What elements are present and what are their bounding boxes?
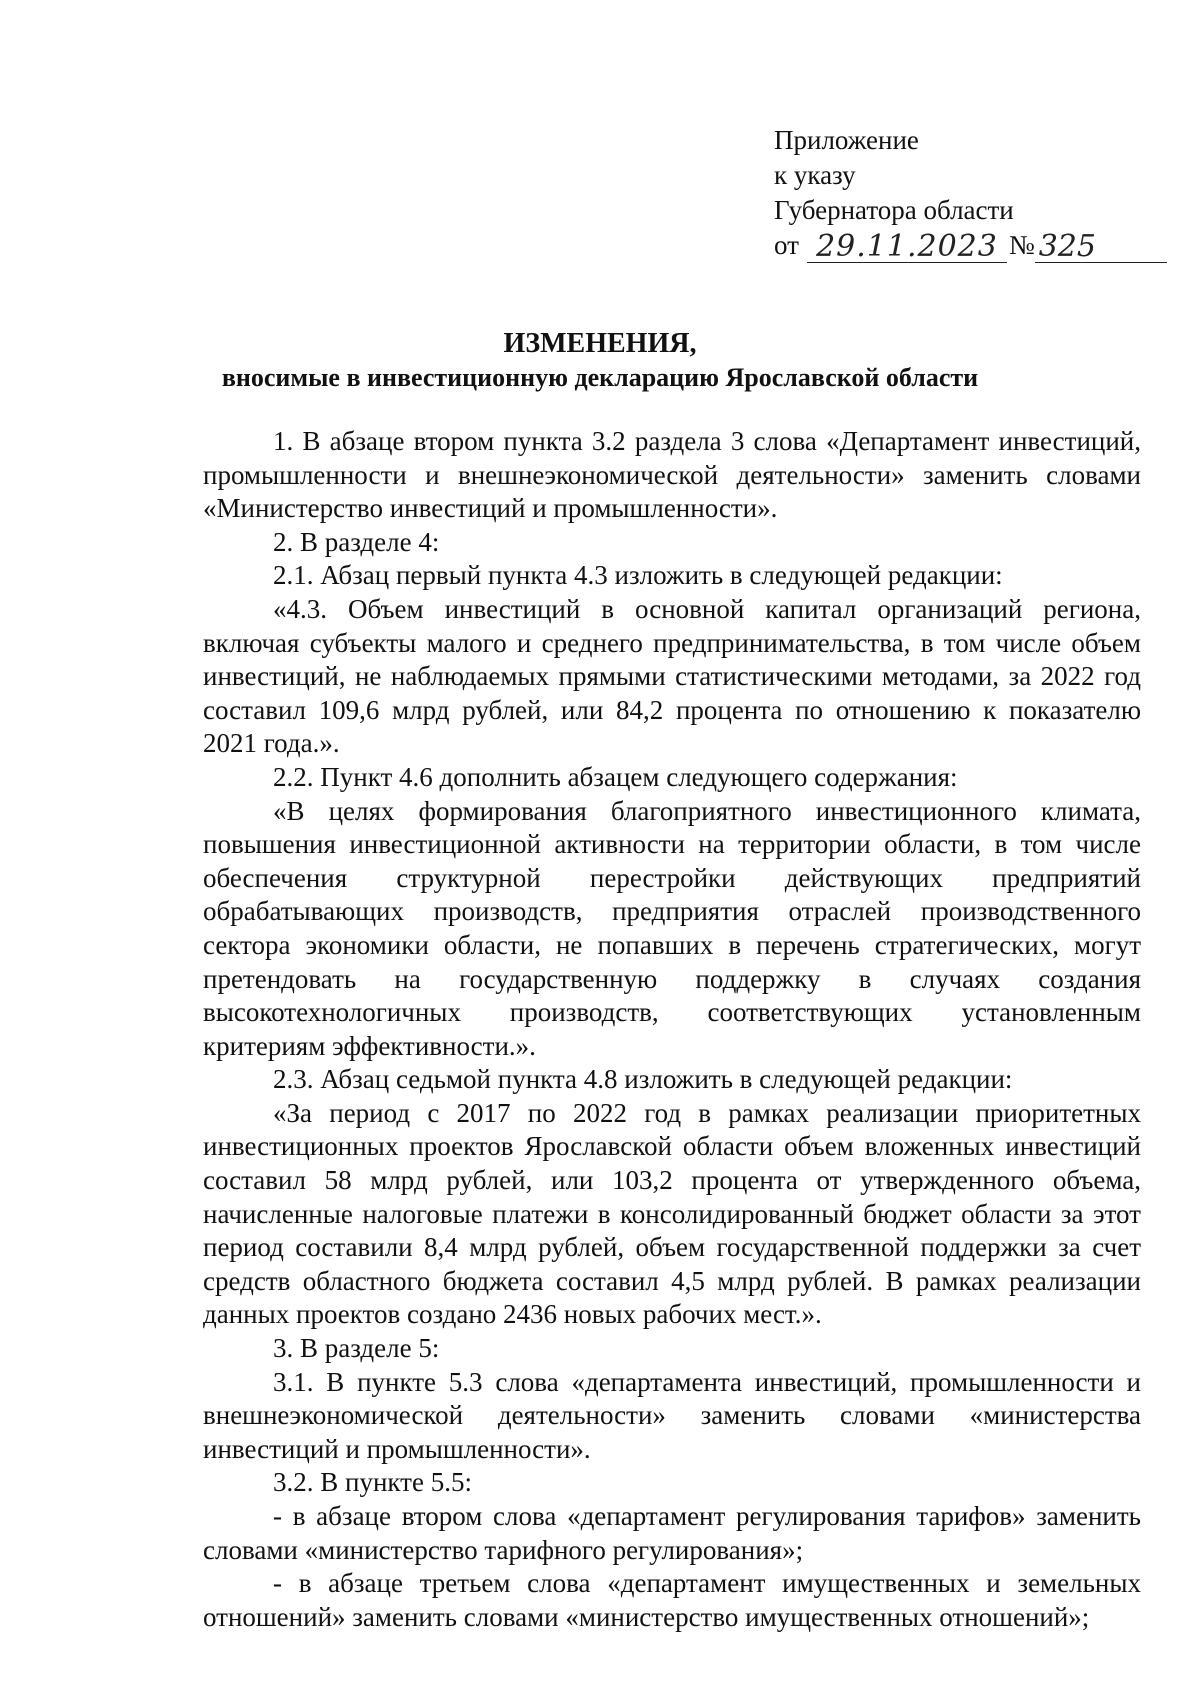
paragraph-2-2-text: «В целях формирования благоприятного инвестиционного климата, повышения инвестиционной активности на территории области, в том числе обеспечения структурной перестройки действующих предприятий обрабатывающих производств, предприятия отраслей производственного сектора экономики области, не попавших в перечень стратегических, могут претендовать на государственную поддержку в случаях создания высокотехнологичных производств, соответствующих установленным критериям эффективности.». bbox=[203, 795, 1141, 1061]
paragraph-1: 1. В абзаце втором пункта 3.2 раздела 3 слова «Департамент инвестиций, промышленности и внешнеэкономической деятельности» заменить словами «Министерство инвестиций и промышленности». bbox=[203, 426, 1141, 524]
handwritten-date: 29.11.2023 bbox=[807, 232, 1007, 263]
paragraph-2-1-text: «4.3. Объем инвестиций в основной капитал организаций региона, включая субъекты малого и среднего предпринимательства, в том числе объем инвестиций, не наблюдаемых прямыми статистическими методами, за 2022 год составил 109,6 млрд рублей, или 84,2 процента по отношению к показателю 2021 года.». bbox=[203, 593, 1141, 759]
date-prefix: от bbox=[774, 230, 799, 260]
paragraph-3-2: 3.2. В пункте 5.5: bbox=[273, 1467, 472, 1498]
number-sign: № bbox=[1008, 230, 1035, 260]
paragraph-2-1: 2.1. Абзац первый пункта 4.3 изложить в следующей редакции: bbox=[273, 560, 1003, 591]
appendix-block bbox=[774, 123, 1167, 263]
paragraph-2-3: 2.3. Абзац седьмой пункта 4.8 изложить в следующей редакции: bbox=[273, 1064, 1013, 1095]
appendix-line-2: к указу bbox=[774, 160, 856, 190]
document-body bbox=[203, 425, 1141, 1634]
paragraph-2: 2. В разделе 4: bbox=[273, 526, 440, 557]
paragraph-3-2-item-2: - в абзаце третьем слова «департамент имущественных и земельных отношений» заменить словами «министерство имущественных отношений»; bbox=[203, 1568, 1141, 1632]
appendix-line-3: Губернатора области bbox=[774, 195, 1014, 225]
decree-date-number-line bbox=[774, 228, 1167, 263]
document-title: ИЗМЕНЕНИЯ, bbox=[503, 328, 697, 359]
document-subtitle: вносимые в инвестиционную декларацию Ярославской области bbox=[221, 363, 979, 392]
paragraph-3-1: 3.1. В пункте 5.3 слова «департамента инвестиций, промышленности и внешнеэкономической деятельности» заменить словами «министерства инвестиций и промышленности». bbox=[203, 1366, 1141, 1464]
paragraph-2-2: 2.2. Пункт 4.6 дополнить абзацем следующего содержания: bbox=[273, 761, 958, 792]
paragraph-2-3-text: «За период с 2017 по 2022 год в рамках реализации приоритетных инвестиционных проектов Ярославской области объем вложенных инвестиций составил 58 млрд рублей, или 103,2 процента от утвержденного объема, начисленные налоговые платежи в консолидированный бюджет области за этот период составили 8,4 млрд рублей, объем государственной поддержки за счет средств областного бюджета составил 4,5 млрд рублей. В рамках реализации данных проектов создано 2436 новых рабочих мест.». bbox=[203, 1097, 1141, 1330]
paragraph-3-2-item-1: - в абзаце втором слова «департамент регулирования тарифов» заменить словами «министерство тарифного регулирования»; bbox=[203, 1501, 1141, 1565]
appendix-line-1: Приложение bbox=[774, 125, 919, 155]
paragraph-3: 3. В разделе 5: bbox=[273, 1333, 440, 1364]
handwritten-number: 325 bbox=[1035, 232, 1167, 263]
